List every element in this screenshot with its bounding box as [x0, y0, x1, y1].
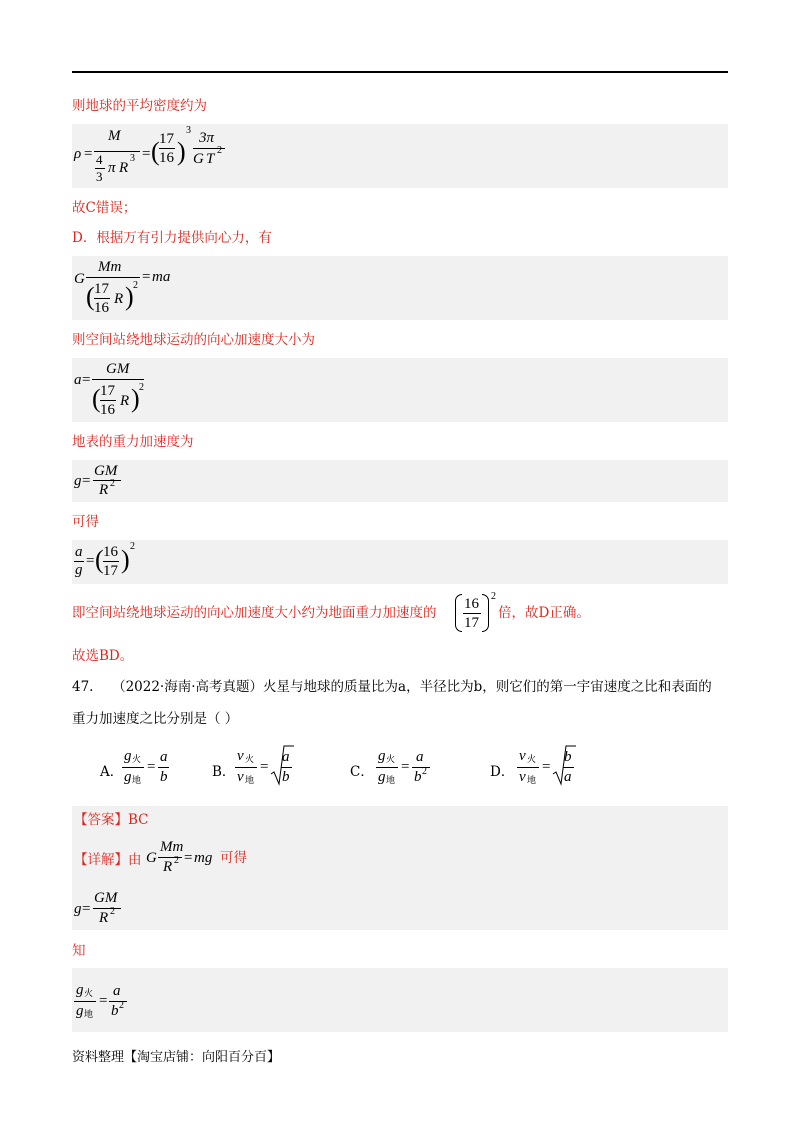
formula-surface-g — [72, 460, 728, 502]
fraction-bar — [93, 908, 121, 909]
fraction-bar — [100, 400, 116, 401]
symbol-GM: GM — [106, 361, 130, 377]
text-conclusion-d-part2: 倍，故D正确。 — [498, 605, 590, 621]
symbol-g: g — [76, 1003, 84, 1019]
symbol-rho: ρ — [74, 146, 82, 162]
symbol-a: a — [74, 372, 82, 388]
text-option-d: D．根据万有引力提供向心力，有 — [72, 230, 272, 246]
symbol-G: G — [74, 271, 85, 287]
text-surface-g: 地表的重力加速度为 — [72, 434, 194, 450]
symbol-R: R — [119, 160, 129, 176]
answer-box — [72, 806, 728, 930]
exponent-2: 2 — [133, 280, 138, 291]
question-text: 火星与地球的质量比为a，半径比为b，则它们的第一宇宙速度之比和表面的 — [263, 679, 712, 695]
symbol-g: g — [378, 769, 386, 785]
exponent-2: 2 — [139, 382, 144, 393]
fraction-bar — [563, 767, 574, 768]
symbol-a: a — [113, 983, 121, 999]
option-c-label: C． — [350, 764, 374, 780]
formula-final — [72, 968, 728, 1032]
symbol-R: R — [99, 910, 109, 926]
num-16: 16 — [100, 402, 115, 418]
symbol-a: a — [160, 749, 168, 765]
symbol-b: b — [111, 1003, 119, 1019]
sub-di: 地 — [84, 1010, 94, 1020]
detail-label — [74, 850, 142, 870]
equals-sign: = — [99, 993, 108, 1009]
symbol-g: g — [124, 769, 132, 785]
symbol-g: g — [74, 473, 82, 489]
exponent-2: 2 — [174, 855, 179, 866]
symbol-GM: GM — [94, 463, 118, 479]
symbol-pi: π — [108, 160, 116, 176]
symbol-b: b — [160, 769, 168, 785]
right-paren: ) — [121, 545, 130, 574]
exponent-3: 3 — [186, 125, 191, 136]
fraction-bar — [235, 767, 257, 768]
fraction-bar — [412, 767, 430, 768]
sub-huo: 火 — [132, 755, 142, 765]
sub-huo: 火 — [386, 755, 396, 765]
symbol-a: a — [75, 544, 83, 560]
equals-sign: = — [82, 901, 91, 917]
text-conclusion-d-part1: 即空间站绕地球运动的向心加速度大小约为地面重力加速度的 — [72, 605, 437, 621]
right-paren: ) — [125, 282, 134, 311]
question-number: 47. — [72, 679, 94, 695]
fraction-bar — [86, 277, 140, 278]
formula-density — [72, 124, 728, 188]
symbol-a: a — [564, 769, 572, 785]
detail-kede: 可得 — [220, 850, 247, 866]
exponent-3: 3 — [130, 153, 135, 164]
left-paren: ( — [86, 282, 95, 311]
symbol-R: R — [99, 482, 109, 498]
equals-sign: = — [184, 850, 193, 866]
symbol-R: R — [163, 859, 173, 875]
symbol-ma: ma — [152, 269, 171, 285]
left-paren: ( — [151, 137, 160, 166]
fraction-bar — [281, 767, 292, 768]
detail-heading: 【详解】 — [74, 852, 128, 868]
num-17: 17 — [159, 131, 174, 147]
option-a-label: A． — [100, 764, 124, 780]
symbol-a: a — [416, 749, 424, 765]
symbol-g: g — [76, 982, 84, 998]
symbol-T: T — [206, 151, 215, 167]
num-17: 17 — [464, 615, 479, 631]
left-paren: ( — [92, 384, 101, 413]
sub-di: 地 — [386, 776, 396, 786]
header-rule — [72, 71, 728, 73]
symbol-v: v — [519, 769, 526, 785]
exponent-2: 2 — [110, 478, 115, 489]
equals-sign: = — [142, 146, 151, 162]
sub-huo: 火 — [527, 755, 537, 765]
fraction-bar — [122, 767, 144, 768]
option-b-label: B． — [212, 764, 236, 780]
symbol-R: R — [120, 393, 130, 409]
symbol-b: b — [414, 769, 422, 785]
text-zhi: 知 — [72, 943, 86, 959]
text-accel-intro: 则空间站绕地球运动的向心加速度大小为 — [72, 332, 315, 348]
question-source: （2022·海南·高考真题） — [112, 679, 264, 695]
sub-di: 地 — [245, 776, 255, 786]
symbol-a: a — [282, 749, 290, 765]
text-density-intro: 则地球的平均密度约为 — [72, 98, 207, 114]
symbol-v: v — [237, 748, 244, 764]
exponent-2: 2 — [422, 766, 427, 777]
question-47-line2: 重力加速度之比分别是（ ） — [72, 711, 239, 727]
symbol-Mm: Mm — [160, 839, 184, 855]
equals-sign: = — [542, 759, 551, 775]
symbol-Mm: Mm — [98, 259, 122, 275]
equals-sign: = — [401, 759, 410, 775]
fraction-bar — [158, 767, 169, 768]
num-16: 16 — [464, 596, 479, 612]
equals-sign: = — [142, 269, 151, 285]
equals-sign: = — [147, 759, 156, 775]
symbol-g: g — [378, 748, 386, 764]
num-17: 17 — [103, 563, 118, 579]
exponent-2: 2 — [491, 591, 496, 602]
answer-label: 【答案】BC — [74, 812, 149, 828]
equals-sign: = — [82, 473, 91, 489]
exponent-2: 2 — [217, 145, 222, 156]
symbol-G: G — [193, 151, 204, 167]
right-paren: ) — [177, 137, 186, 166]
exponent-2: 2 — [119, 1000, 124, 1011]
detail-you: 由 — [128, 852, 142, 868]
formula-gravity — [72, 256, 728, 320]
num-17: 17 — [100, 383, 115, 399]
symbol-mg: mg — [194, 850, 213, 866]
symbol-g: g — [74, 901, 82, 917]
fraction-bar — [103, 561, 119, 562]
fraction-bar — [74, 1001, 96, 1002]
fraction-bar — [376, 767, 398, 768]
fraction-bar — [463, 613, 481, 614]
symbol-b: b — [564, 749, 572, 765]
fraction-bar — [109, 1001, 127, 1002]
equals-sign: = — [260, 759, 269, 775]
symbol-G: G — [146, 850, 157, 866]
symbol-M: M — [108, 128, 121, 144]
equals-sign: = — [82, 372, 91, 388]
sub-huo: 火 — [84, 989, 94, 999]
right-paren — [482, 594, 489, 632]
equals-sign: = — [84, 146, 93, 162]
fraction-bar — [159, 148, 175, 149]
symbol-GM: GM — [94, 890, 118, 906]
formula-ratio — [72, 540, 728, 584]
formula-accel — [72, 358, 728, 422]
fraction-bar — [94, 298, 110, 299]
option-d-label: D． — [490, 764, 515, 780]
exponent-2: 2 — [130, 541, 135, 552]
sub-di: 地 — [527, 776, 537, 786]
text-kede: 可得 — [72, 514, 99, 530]
num-16: 16 — [159, 150, 174, 166]
symbol-g: g — [124, 748, 132, 764]
sub-di: 地 — [132, 776, 142, 786]
symbol-b: b — [282, 769, 290, 785]
num-16: 16 — [103, 544, 118, 560]
exponent-2: 2 — [110, 906, 115, 917]
num-four: 4 — [96, 152, 103, 167]
num-16: 16 — [94, 300, 109, 316]
equals-sign: = — [86, 553, 95, 569]
symbol-v: v — [519, 748, 526, 764]
symbol-v: v — [237, 769, 244, 785]
symbol-R: R — [114, 291, 124, 307]
left-paren: ( — [95, 545, 104, 574]
num-17: 17 — [94, 281, 109, 297]
symbol-3pi: 3π — [199, 130, 215, 146]
symbol-g: g — [75, 562, 83, 578]
text-select-bd: 故选BD。 — [72, 648, 134, 664]
fraction-bar — [93, 480, 121, 481]
num-three: 3 — [96, 169, 103, 184]
right-paren: ) — [131, 384, 140, 413]
text-c-wrong: 故C错误； — [72, 200, 137, 216]
footer-credit: 资料整理【淘宝店铺：向阳百分百】 — [72, 1050, 281, 1065]
fraction-bar — [92, 379, 144, 380]
question-47-line1 — [72, 677, 712, 697]
fraction-bar — [517, 767, 539, 768]
sub-huo: 火 — [245, 755, 255, 765]
left-paren — [455, 594, 462, 632]
